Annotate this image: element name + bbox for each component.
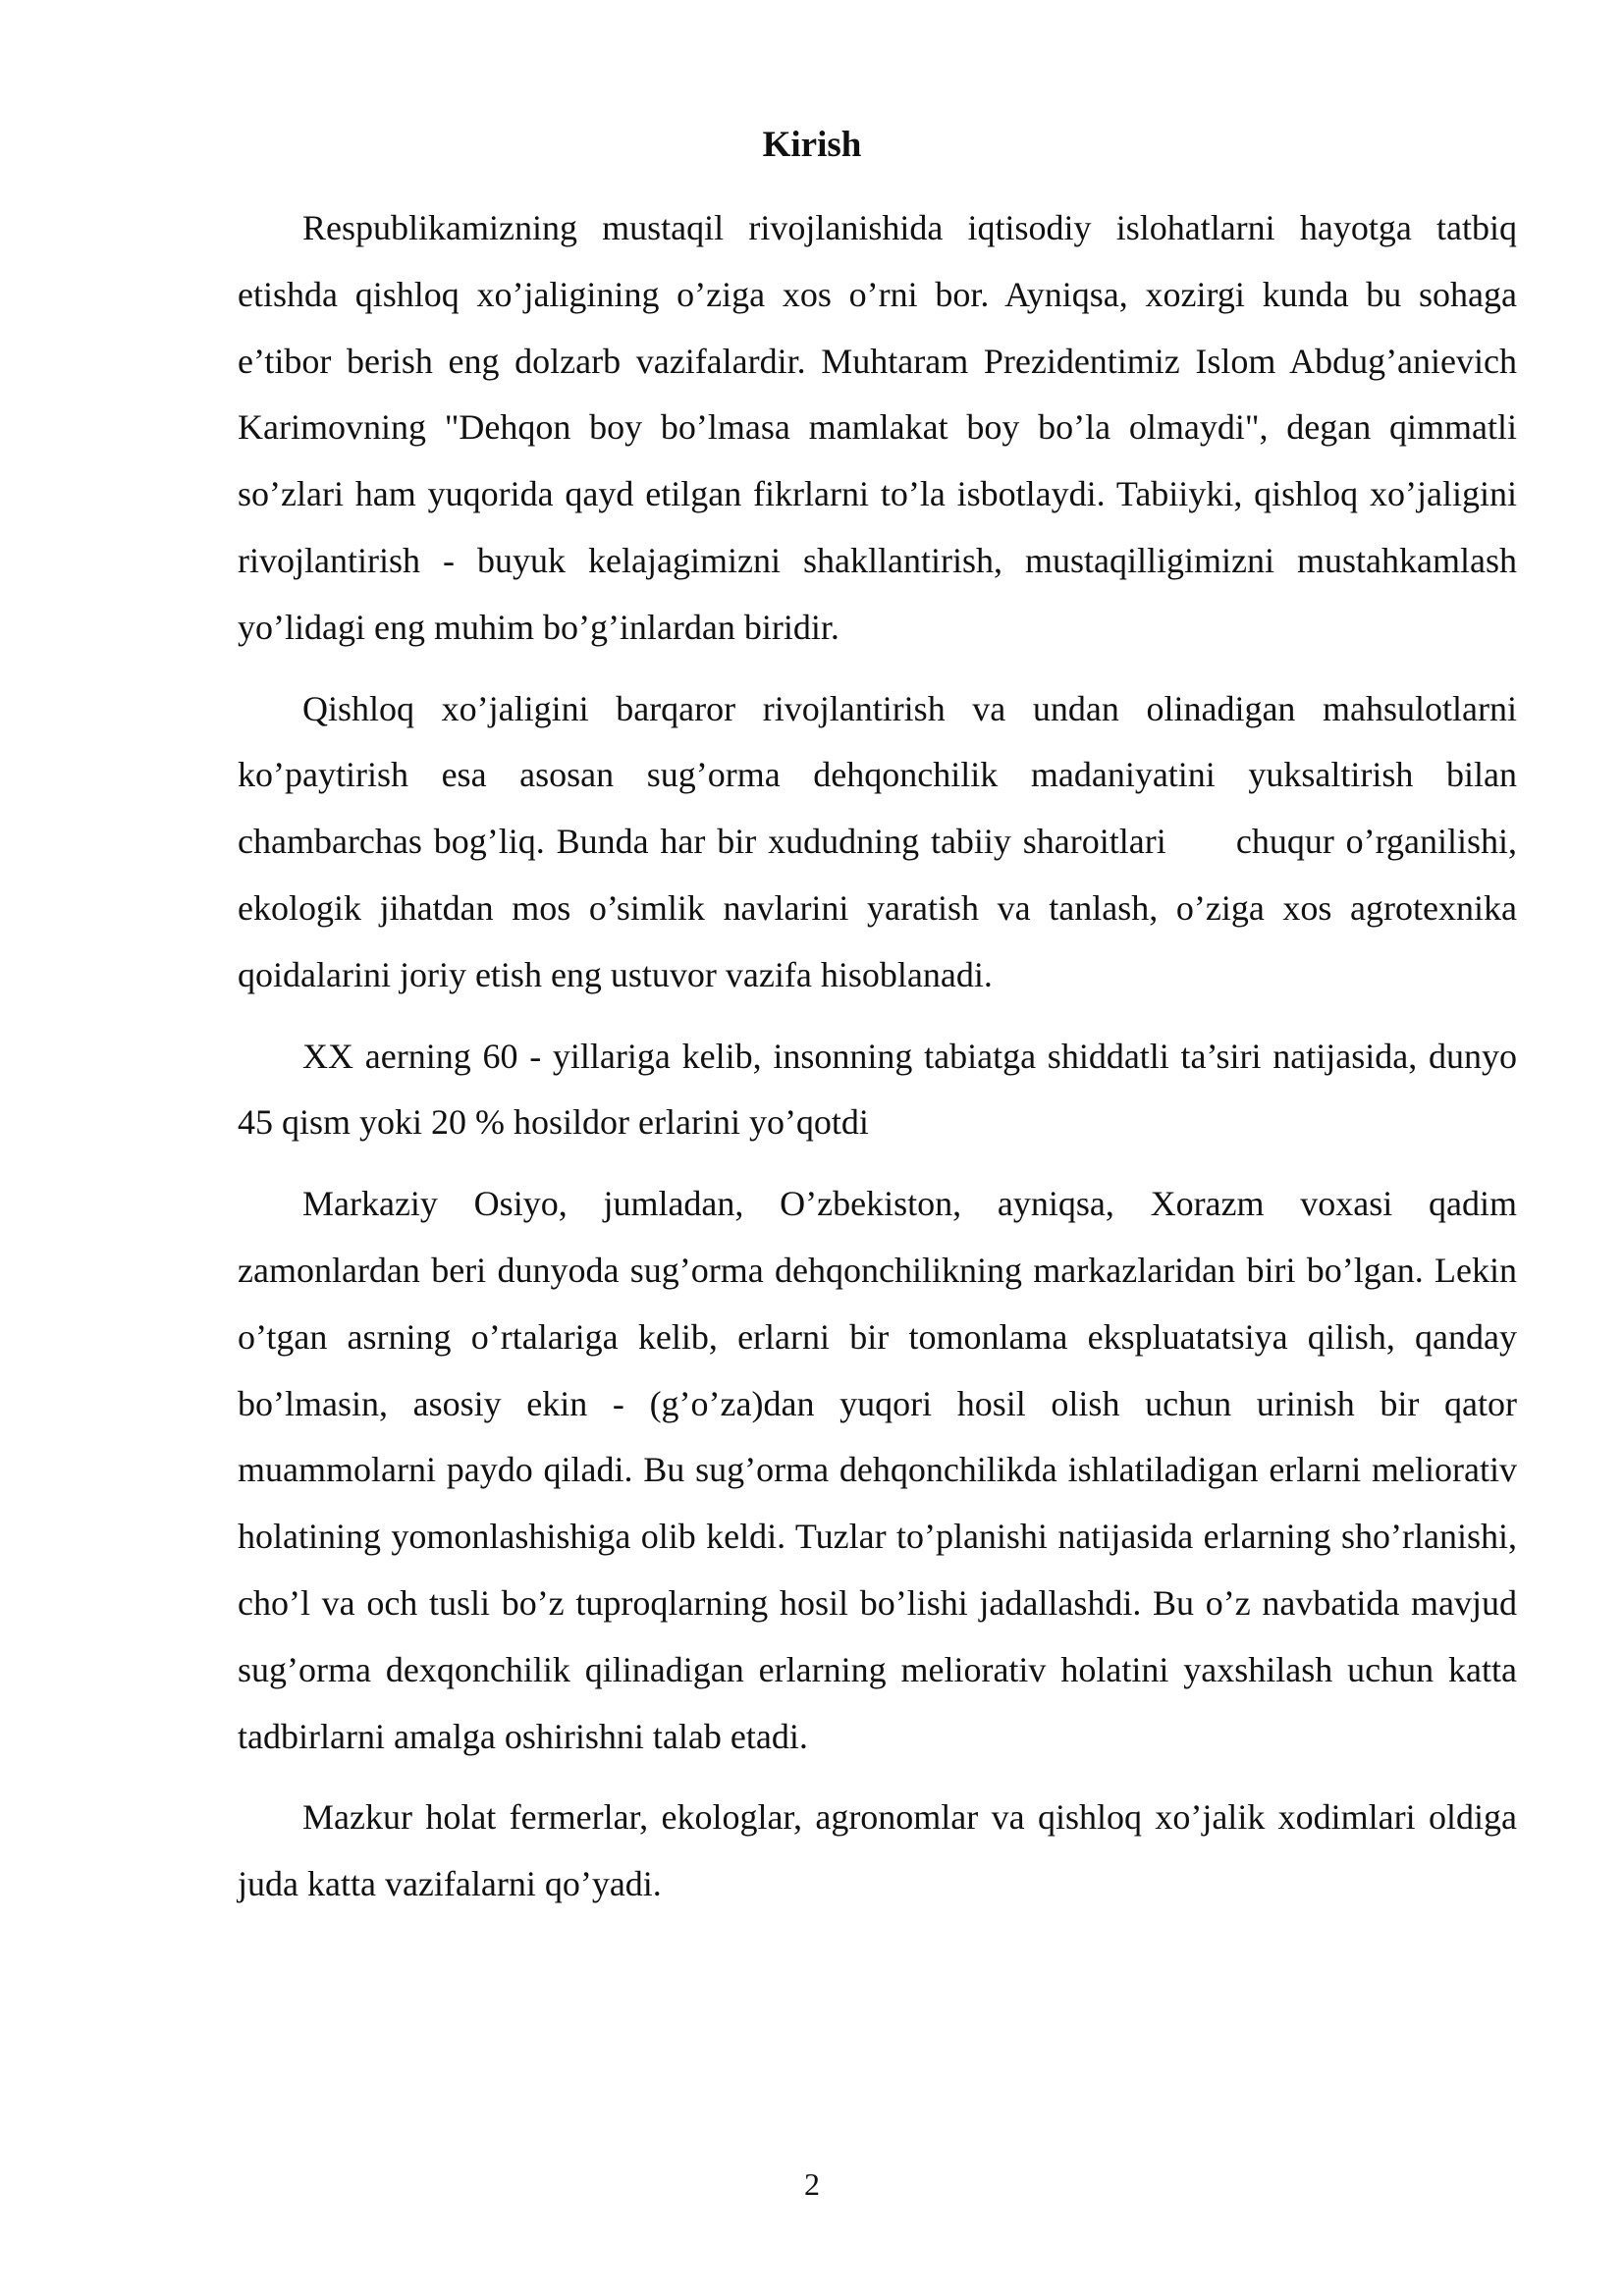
- page-title: Kirish: [762, 125, 862, 165]
- body-text: [238, 195, 1526, 1933]
- paragraph-1: Respublikamizning mustaqil rivojlanishida iqtisodiy islohatlarni hayotga tatbiq etishda qishloq xo’jaligining o’ziga xos o’rni bor. Ayniqsa, xozirgi kunda bu sohaga e’tibor berish eng dolzarb vazifalardir. Muhtaram Prezidentimiz Islom Abdug’anievich Karimovning "Dehqon boy bo’lmasa mamlakat boy bo’la olmaydi", degan qimmatli so’zlari ham yuqorida qayd etilgan fikrlarni to’la isbotlaydi. Tabiiyki, qishloq xo’jaligini rivojlantirish - buyuk kelajagimizni shakllantirish, mustaqilligimizni mustahkamlash yo’lidagi eng muhim bo’g’inlardan biridir.: [238, 208, 1517, 647]
- paragraph-5: Mazkur holat fermerlar, ekologlar, agronomlar va qishloq xo’jalik xodimlari oldiga juda katta vazifalarni qo’yadi.: [238, 1797, 1517, 1904]
- paragraph-3: XX aerning 60 - yillariga kelib, insonning tabiatga shiddatli ta’siri natijasida, dunyo 45 qism yoki 20 % hosildor erlarini yo’qotdi: [238, 1036, 1517, 1143]
- paragraph-2: Qishloq xo’jaligini barqaror rivojlantirish va undan olinadigan mahsulotlarni ko’paytirish esa asosan sug’orma dehqonchilik madaniyatini yuksaltirish bilan chambarchas bog’liq. Bunda har bir xududning tabiiy sharoitlari chuqur o’rganilishi, ekologik jihatdan mos o’simlik navlarini yaratish va tanlash, o’ziga xos agrotexnika qoidalarini joriy etish eng ustuvor vazifa hisoblanadi.: [238, 688, 1526, 994]
- paragraph-4: Markaziy Osiyo, jumladan, O’zbekiston, ayniqsa, Xorazm voxasi qadim zamonlardan beri dunyoda sug’orma dehqonchilikning markazlaridan biri bo’lgan. Lekin o’tgan asrning o’rtalariga kelib, erlarni bir tomonlama ekspluatatsiya qilish, qanday bo’lmasin, asosiy ekin - (g’o’za)dan yuqori hosil olish uchun urinish bir qator muammolarni paydo qiladi. Bu sug’orma dehqonchilikda ishlatiladigan erlarni meliorativ holatining yomonlashishiga olib keldi. Tuzlar to’planishi natijasida erlarning sho’rlanishi, cho’l va och tusli bo’z tuproqlarning hosil bo’lishi jadallashdi. Bu o’z navbatida mavjud sug’orma dexqonchilik qilinadigan erlarning meliorativ holatini yaxshilash uchun katta tadbirlarni amalga oshirishni talab etadi.: [238, 1184, 1517, 1756]
- page-number: 2: [804, 2166, 820, 2202]
